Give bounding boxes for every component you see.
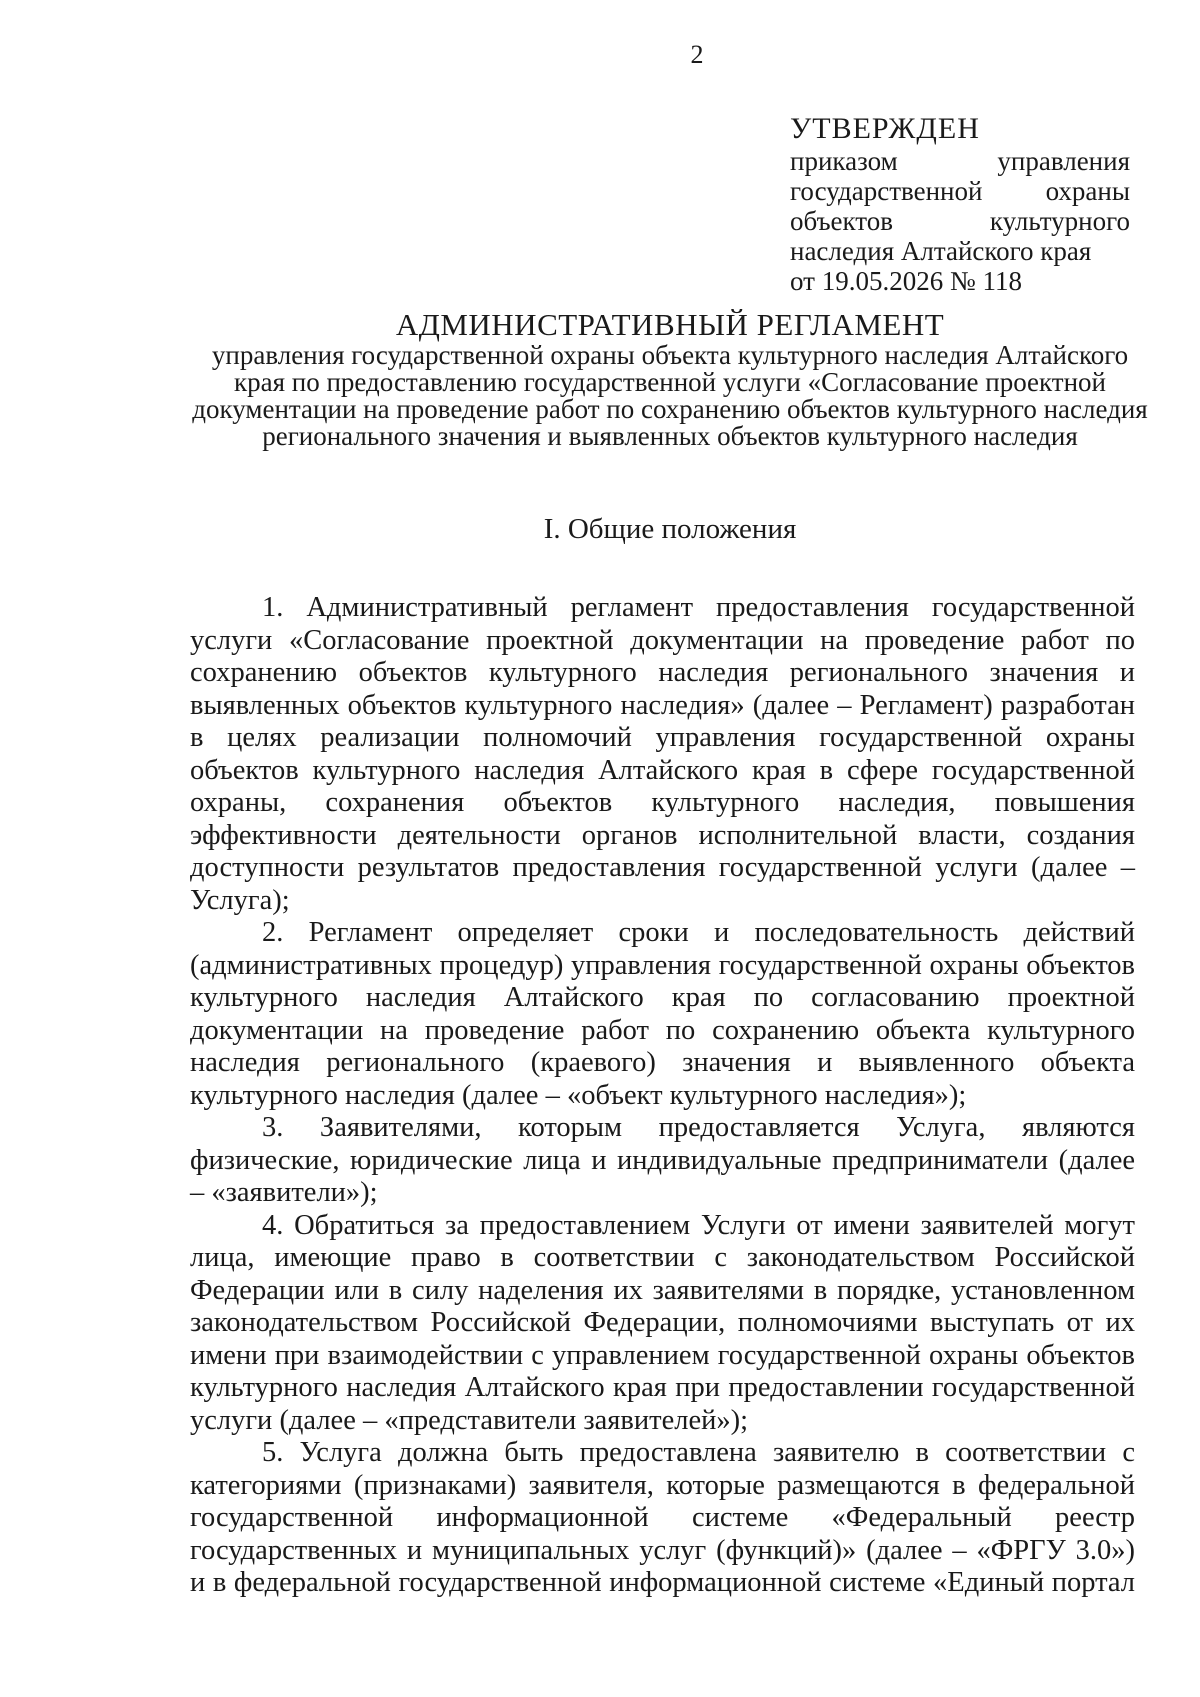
- section-title: I. Общие положения: [543, 513, 797, 545]
- approval-line: приказом управления: [790, 146, 1130, 176]
- paragraph: 5. Услуга должна быть предоставлена заявителю в соответствии с категориями (признаками) заявителя, которые размещаются в федеральной государственной информационной системе «Федеральный реестр государственных и муниципальных услуг (функций)» (далее – «ФРГУ 3.0») и в федеральной государственной информационной системе «Единый портал: [190, 1437, 1135, 1598]
- approval-line: наследия Алтайского края: [790, 236, 1092, 266]
- paragraph: 2. Регламент определяет сроки и последовательность действий (административных процедур) управления государственной охраны объектов культурного наследия Алтайского края по согласованию проектной документации на проведение работ по сохранению объекта культурного наследия регионального (краевого) значения и выявленного объекта культурного наследия (далее – «объект культурного наследия»);: [190, 917, 1135, 1111]
- approval-line: государственной охраны: [790, 176, 1130, 206]
- paragraph: 4. Обратиться за предоставлением Услуги от имени заявителей могут лица, имеющие право в соответствии с законодательством Российской Федерации или в силу наделения их заявителями в порядке, установленном законодательством Российской Федерации, полномочиями выступать от их имени при взаимодействии с управлением государственной охраны объектов культурного наследия Алтайского края при предоставлении государственной услуги (далее – «представители заявителей»);: [190, 1209, 1135, 1436]
- regulation-title-block: [190, 308, 1150, 450]
- paragraph: 1. Административный регламент предоставления государственной услуги «Согласование проектной документации на проведение работ по сохранению объектов культурного наследия регионального значения и выявленных объектов культурного наследия» (далее – Регламент) разработан в целях реализации полномочий управления государственной охраны объектов культурного наследия Алтайского края в сфере государственной охраны, сохранения объектов культурного наследия, повышения эффективности деятельности органов исполнительной власти, создания доступности результатов предоставления государственной услуги (далее – Услуга);: [190, 592, 1135, 916]
- regulation-heading: АДМИНИСТРАТИВНЫЙ РЕГЛАМЕНТ: [395, 307, 945, 342]
- approval-date-line: от 19.05.2026 № 118: [790, 266, 1022, 296]
- approval-stamp: [790, 112, 1130, 296]
- page-number: 2: [690, 40, 704, 69]
- paragraph: 3. Заявителями, которым предоставляется Услуга, являются физические, юридические лица и индивидуальные предприниматели (далее – «заявители»);: [190, 1112, 1135, 1208]
- document-body: [190, 592, 1135, 1600]
- approval-line: объектов культурного: [790, 206, 1130, 236]
- approval-title: УТВЕРЖДЕН: [790, 112, 980, 145]
- regulation-subtitle: управления государственной охраны объекта культурного наследия Алтайского края по предоставлению государственной услуги «Согласование проектной документации на проведение работ по сохранению объектов культурного наследия регионального значения и выявленных объектов культурного наследия: [192, 340, 1148, 451]
